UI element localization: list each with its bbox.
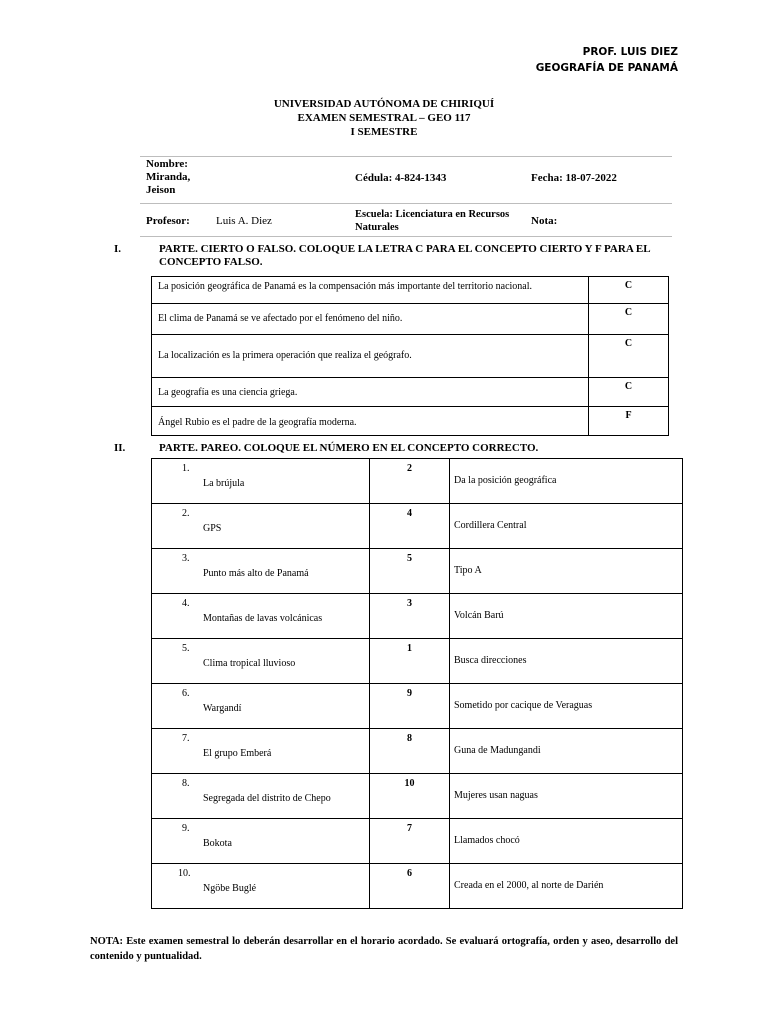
table-row	[152, 378, 669, 407]
table-row	[152, 819, 683, 864]
term-number: 7.	[182, 733, 190, 744]
term-text: Segregada del distrito de Chepo	[203, 793, 331, 804]
answer-cell[interactable]: 9	[370, 684, 450, 729]
nombre-line2: Jeison	[146, 184, 176, 196]
course-name: GEOGRAFÍA DE PANAMÁ	[535, 62, 678, 74]
term-text: Bokota	[203, 838, 232, 849]
profesor-value: Luis A. Diez	[216, 215, 272, 227]
answer-cell[interactable]: 2	[370, 459, 450, 504]
table-row	[152, 639, 683, 684]
escuela-line2: Naturales	[355, 222, 399, 233]
header-block	[536, 44, 678, 76]
nombre-label: Nombre:	[146, 158, 188, 170]
fecha: Fecha: 18-07-2022	[531, 172, 617, 184]
term-number: 4.	[182, 598, 190, 609]
table-row	[152, 774, 683, 819]
term-cell	[152, 639, 370, 684]
exam-title: EXAMEN SEMESTRAL – GEO 117	[297, 112, 471, 124]
definition-text: Guna de Madungandi	[454, 745, 541, 756]
matching-table	[151, 458, 683, 909]
term-number: 10.	[178, 868, 191, 879]
definition-cell	[450, 774, 683, 819]
definition-text: Da la posición geográfica	[454, 475, 557, 486]
answer-cell[interactable]: 8	[370, 729, 450, 774]
definition-cell	[450, 639, 683, 684]
term-text: Wargandí	[203, 703, 242, 714]
info-bottom-rule	[140, 236, 672, 237]
statement-cell: La posición geográfica de Panamá es la compensación más importante del territorio nacional.	[152, 277, 589, 304]
table-row	[152, 459, 683, 504]
definition-text: Mujeres usan naguas	[454, 790, 538, 801]
answer-cell[interactable]: C	[589, 304, 669, 335]
table-row	[152, 729, 683, 774]
statement-cell: El clima de Panamá se ve afectado por el fenómeno del niño.	[152, 304, 589, 335]
answer-cell[interactable]: 5	[370, 549, 450, 594]
answer-cell[interactable]: 3	[370, 594, 450, 639]
footer-note: NOTA: Este examen semestral lo deberán desarrollar en el horario acordado. Se evaluará ortografía, orden y aseo, desarrollo del contenido y puntualidad.	[90, 936, 678, 962]
definition-cell	[450, 459, 683, 504]
table-row	[152, 864, 683, 909]
definition-cell	[450, 504, 683, 549]
definition-text: Tipo A	[454, 565, 482, 576]
table-row	[152, 684, 683, 729]
answer-cell[interactable]: 4	[370, 504, 450, 549]
term-cell	[152, 684, 370, 729]
term-cell	[152, 549, 370, 594]
answer-cell[interactable]: C	[589, 378, 669, 407]
part2-numeral: II.	[114, 442, 126, 454]
definition-cell	[450, 684, 683, 729]
answer-cell[interactable]: 7	[370, 819, 450, 864]
part1-instructions-line1: PARTE. CIERTO O FALSO. COLOQUE LA LETRA C PARA EL CONCEPTO CIERTO Y F PARA EL	[159, 243, 651, 255]
term-number: 5.	[182, 643, 190, 654]
term-text: Clima tropical lluvioso	[203, 658, 296, 669]
part2-instructions: PARTE. PAREO. COLOQUE EL NÚMERO EN EL CONCEPTO CORRECTO.	[159, 442, 539, 454]
answer-cell[interactable]: C	[589, 335, 669, 378]
part1-instructions-line2: CONCEPTO FALSO.	[159, 256, 263, 268]
info-mid-rule	[140, 203, 672, 204]
answer-cell[interactable]: F	[589, 407, 669, 436]
term-text: GPS	[203, 523, 222, 534]
definition-text: Creada en el 2000, al norte de Darién	[454, 880, 604, 891]
answer-cell[interactable]: 1	[370, 639, 450, 684]
term-text: El grupo Emberá	[203, 748, 272, 759]
term-cell	[152, 594, 370, 639]
definition-text: Sometido por cacique de Veraguas	[454, 700, 593, 711]
term-text: Montañas de lavas volcánicas	[203, 613, 323, 624]
nombre-line1: Miranda,	[146, 171, 191, 183]
term-cell	[152, 819, 370, 864]
semester-title: I SEMESTRE	[350, 126, 418, 138]
table-row	[152, 549, 683, 594]
info-top-rule	[140, 156, 672, 157]
table-row	[152, 594, 683, 639]
escuela-line1: Escuela: Licenciatura en Recursos	[355, 209, 510, 220]
true-false-table	[151, 276, 669, 436]
professor-name: PROF. LUIS DIEZ	[582, 46, 678, 58]
answer-cell[interactable]: 6	[370, 864, 450, 909]
cedula: Cédula: 4-824-1343	[355, 172, 447, 184]
definition-cell	[450, 594, 683, 639]
term-text: Ngöbe Buglé	[203, 883, 257, 894]
term-cell	[152, 729, 370, 774]
definition-text: Llamados chocó	[454, 835, 520, 846]
term-cell	[152, 774, 370, 819]
student-name-field	[146, 158, 190, 197]
definition-cell	[450, 549, 683, 594]
profesor-label: Profesor:	[146, 215, 190, 227]
table-row	[152, 504, 683, 549]
definition-cell	[450, 819, 683, 864]
term-number: 3.	[182, 553, 190, 564]
term-number: 1.	[182, 463, 190, 474]
part1-numeral: I.	[114, 243, 122, 255]
definition-cell	[450, 729, 683, 774]
table-row	[152, 277, 669, 304]
term-number: 8.	[182, 778, 190, 789]
term-cell	[152, 864, 370, 909]
term-cell	[152, 504, 370, 549]
table-row	[152, 335, 669, 378]
table-row	[152, 304, 669, 335]
term-text: Punto más alto de Panamá	[203, 568, 309, 579]
definition-text: Cordillera Central	[454, 520, 527, 531]
answer-cell[interactable]: C	[589, 277, 669, 304]
nota-label: Nota:	[531, 215, 558, 227]
part1-instructions	[159, 243, 651, 269]
statement-cell: La localización es la primera operación que realiza el geógrafo.	[152, 335, 589, 378]
definition-cell	[450, 864, 683, 909]
answer-cell[interactable]: 10	[370, 774, 450, 819]
statement-cell: Ángel Rubio es el padre de la geografía moderna.	[152, 407, 589, 436]
escuela	[355, 208, 509, 234]
term-number: 2.	[182, 508, 190, 519]
definition-text: Busca direcciones	[454, 655, 527, 666]
table-row	[152, 407, 669, 436]
definition-text: Volcán Barú	[454, 610, 504, 621]
term-text: La brújula	[203, 478, 245, 489]
term-number: 9.	[182, 823, 190, 834]
term-cell	[152, 459, 370, 504]
university-title: UNIVERSIDAD AUTÓNOMA DE CHIRIQUÍ	[273, 98, 495, 110]
term-number: 6.	[182, 688, 190, 699]
statement-cell: La geografía es una ciencia griega.	[152, 378, 589, 407]
